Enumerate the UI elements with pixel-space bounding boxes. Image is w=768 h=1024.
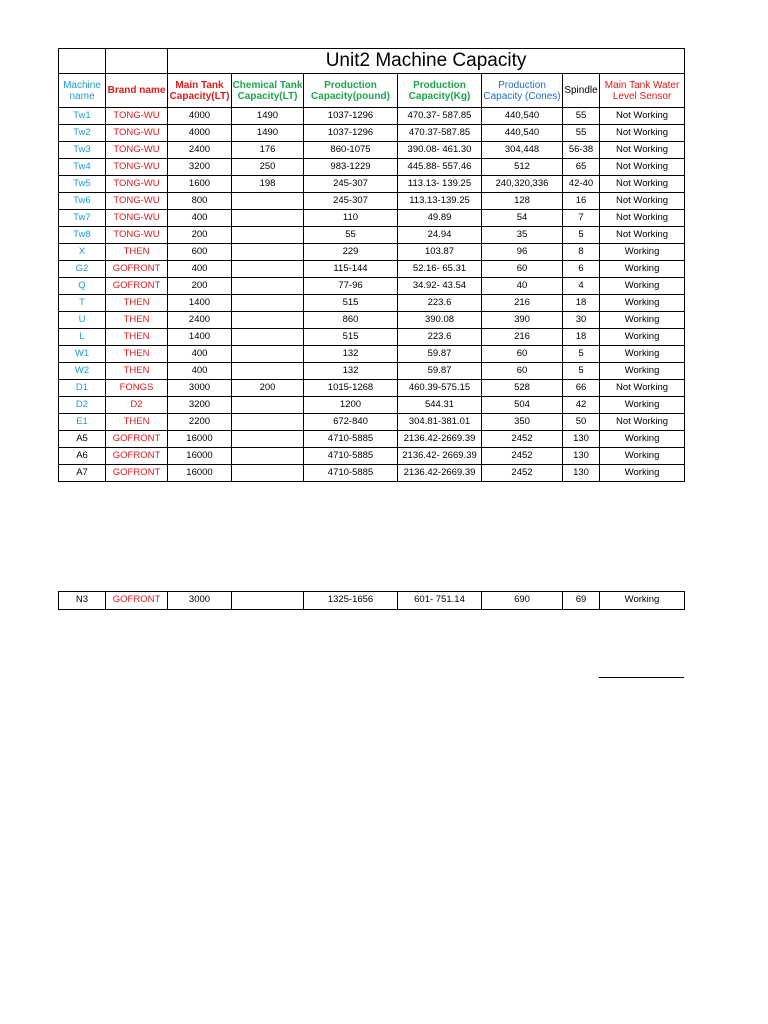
cell-sensor: Working bbox=[600, 363, 685, 380]
cell-production-cones: 60 bbox=[482, 261, 563, 278]
cell-production-kg: 2136.42-2669.39 bbox=[398, 431, 482, 448]
table-row bbox=[59, 329, 685, 346]
cell-machine-name: T bbox=[59, 295, 106, 312]
cell-production-pound: 229 bbox=[304, 244, 398, 261]
cell-spindle: 69 bbox=[563, 592, 600, 610]
cell-production-pound: 860-1075 bbox=[304, 142, 398, 159]
table-row bbox=[59, 210, 685, 227]
cell-brand-name: THEN bbox=[106, 295, 168, 312]
cell-brand-name: TONG-WU bbox=[106, 125, 168, 142]
cell-spindle: 30 bbox=[563, 312, 600, 329]
cell-brand-name: D2 bbox=[106, 397, 168, 414]
cell-spindle: 66 bbox=[563, 380, 600, 397]
cell-main-tank: 1600 bbox=[168, 176, 232, 193]
cell-machine-name: G2 bbox=[59, 261, 106, 278]
cell-production-cones: 440,540 bbox=[482, 108, 563, 125]
table-title: Unit2 Machine Capacity bbox=[168, 49, 685, 74]
cell-production-pound: 55 bbox=[304, 227, 398, 244]
header-production-pound: Production Capacity(pound) bbox=[304, 74, 398, 108]
cell-chemical-tank bbox=[232, 414, 304, 431]
cell-chemical-tank bbox=[232, 312, 304, 329]
cell-sensor: Not Working bbox=[600, 380, 685, 397]
cell-production-pound: 77-96 bbox=[304, 278, 398, 295]
cell-chemical-tank bbox=[232, 278, 304, 295]
cell-production-kg: 52.16- 65.31 bbox=[398, 261, 482, 278]
cell-production-kg: 470.37-587.85 bbox=[398, 125, 482, 142]
cell-brand-name: GOFRONT bbox=[106, 278, 168, 295]
cell-sensor: Working bbox=[600, 592, 685, 610]
cell-machine-name: W2 bbox=[59, 363, 106, 380]
cell-production-pound: 1325-1656 bbox=[304, 592, 398, 610]
cell-spindle: 18 bbox=[563, 295, 600, 312]
cell-brand-name: FONGS bbox=[106, 380, 168, 397]
cell-spindle: 50 bbox=[563, 414, 600, 431]
cell-production-cones: 2452 bbox=[482, 448, 563, 465]
cell-production-pound: 1200 bbox=[304, 397, 398, 414]
cell-main-tank: 3000 bbox=[168, 380, 232, 397]
cell-chemical-tank: 200 bbox=[232, 380, 304, 397]
cell-sensor: Not Working bbox=[600, 176, 685, 193]
cell-sensor: Not Working bbox=[600, 142, 685, 159]
cell-main-tank: 16000 bbox=[168, 465, 232, 482]
cell-production-kg: 59.87 bbox=[398, 346, 482, 363]
cell-brand-name: TONG-WU bbox=[106, 193, 168, 210]
cell-main-tank: 3200 bbox=[168, 397, 232, 414]
cell-spindle: 5 bbox=[563, 227, 600, 244]
header-chemical-tank: Chemical Tank Capacity(LT) bbox=[232, 74, 304, 108]
cell-sensor: Working bbox=[600, 448, 685, 465]
cell-brand-name: TONG-WU bbox=[106, 227, 168, 244]
cell-production-pound: 515 bbox=[304, 329, 398, 346]
table-row bbox=[59, 592, 685, 610]
cell-spindle: 7 bbox=[563, 210, 600, 227]
cell-brand-name: TONG-WU bbox=[106, 159, 168, 176]
cell-spindle: 18 bbox=[563, 329, 600, 346]
cell-main-tank: 400 bbox=[168, 210, 232, 227]
cell-main-tank: 800 bbox=[168, 193, 232, 210]
cell-machine-name: Tw6 bbox=[59, 193, 106, 210]
cell-spindle: 130 bbox=[563, 448, 600, 465]
cell-chemical-tank bbox=[232, 346, 304, 363]
cell-production-cones: 60 bbox=[482, 363, 563, 380]
cell-sensor: Not Working bbox=[600, 125, 685, 142]
cell-production-pound: 132 bbox=[304, 363, 398, 380]
cell-spindle: 42 bbox=[563, 397, 600, 414]
cell-production-kg: 601- 751.14 bbox=[398, 592, 482, 610]
cell-production-kg: 49.89 bbox=[398, 210, 482, 227]
cell-production-cones: 2452 bbox=[482, 431, 563, 448]
cell-production-kg: 113.13-139.25 bbox=[398, 193, 482, 210]
cell-brand-name: GOFRONT bbox=[106, 448, 168, 465]
cell-production-pound: 983-1229 bbox=[304, 159, 398, 176]
table-row bbox=[59, 159, 685, 176]
cell-production-cones: 504 bbox=[482, 397, 563, 414]
cell-brand-name: TONG-WU bbox=[106, 210, 168, 227]
cell-production-cones: 216 bbox=[482, 295, 563, 312]
cell-machine-name: A7 bbox=[59, 465, 106, 482]
cell-brand-name: THEN bbox=[106, 244, 168, 261]
table-row bbox=[59, 278, 685, 295]
cell-machine-name: Tw2 bbox=[59, 125, 106, 142]
cell-brand-name: GOFRONT bbox=[106, 465, 168, 482]
cell-main-tank: 4000 bbox=[168, 108, 232, 125]
cell-sensor: Working bbox=[600, 465, 685, 482]
table-row bbox=[59, 380, 685, 397]
signature-line bbox=[599, 677, 684, 678]
cell-spindle: 55 bbox=[563, 125, 600, 142]
cell-production-cones: 690 bbox=[482, 592, 563, 610]
table-row bbox=[59, 414, 685, 431]
table-row bbox=[59, 125, 685, 142]
cell-production-pound: 245-307 bbox=[304, 176, 398, 193]
cell-production-pound: 115-144 bbox=[304, 261, 398, 278]
cell-brand-name: THEN bbox=[106, 363, 168, 380]
cell-brand-name: THEN bbox=[106, 346, 168, 363]
cell-chemical-tank: 1490 bbox=[232, 125, 304, 142]
cell-production-pound: 1015-1268 bbox=[304, 380, 398, 397]
cell-sensor: Not Working bbox=[600, 227, 685, 244]
cell-production-kg: 223.6 bbox=[398, 329, 482, 346]
cell-chemical-tank: 198 bbox=[232, 176, 304, 193]
cell-chemical-tank bbox=[232, 295, 304, 312]
cell-machine-name: Tw5 bbox=[59, 176, 106, 193]
cell-production-kg: 544.31 bbox=[398, 397, 482, 414]
header-brand-name: Brand name bbox=[106, 74, 168, 108]
extra-machine-table bbox=[58, 591, 685, 610]
cell-chemical-tank bbox=[232, 227, 304, 244]
cell-main-tank: 3000 bbox=[168, 592, 232, 610]
cell-production-cones: 96 bbox=[482, 244, 563, 261]
cell-production-kg: 2136.42- 2669.39 bbox=[398, 448, 482, 465]
title-row bbox=[59, 49, 685, 74]
cell-sensor: Not Working bbox=[600, 193, 685, 210]
cell-machine-name: D1 bbox=[59, 380, 106, 397]
cell-spindle: 56-38 bbox=[563, 142, 600, 159]
cell-sensor: Working bbox=[600, 397, 685, 414]
cell-brand-name: TONG-WU bbox=[106, 176, 168, 193]
cell-spindle: 65 bbox=[563, 159, 600, 176]
cell-production-kg: 460.39-575.15 bbox=[398, 380, 482, 397]
cell-sensor: Not Working bbox=[600, 414, 685, 431]
cell-main-tank: 200 bbox=[168, 278, 232, 295]
cell-production-pound: 4710-5885 bbox=[304, 465, 398, 482]
table-row bbox=[59, 397, 685, 414]
cell-production-kg: 390.08- 461.30 bbox=[398, 142, 482, 159]
cell-production-kg: 2136.42-2669.39 bbox=[398, 465, 482, 482]
cell-production-pound: 1037-1296 bbox=[304, 108, 398, 125]
cell-spindle: 55 bbox=[563, 108, 600, 125]
table-row bbox=[59, 363, 685, 380]
cell-machine-name: U bbox=[59, 312, 106, 329]
cell-production-pound: 672-840 bbox=[304, 414, 398, 431]
cell-production-cones: 60 bbox=[482, 346, 563, 363]
cell-production-kg: 113.13- 139.25 bbox=[398, 176, 482, 193]
cell-spindle: 4 bbox=[563, 278, 600, 295]
machine-capacity-table bbox=[58, 48, 685, 482]
cell-chemical-tank bbox=[232, 448, 304, 465]
title-blank-cell-1 bbox=[59, 49, 106, 74]
cell-production-cones: 440,540 bbox=[482, 125, 563, 142]
cell-main-tank: 4000 bbox=[168, 125, 232, 142]
cell-production-pound: 515 bbox=[304, 295, 398, 312]
cell-sensor: Working bbox=[600, 295, 685, 312]
cell-chemical-tank: 250 bbox=[232, 159, 304, 176]
table-row bbox=[59, 431, 685, 448]
header-sensor: Main Tank Water Level Sensor bbox=[600, 74, 685, 108]
cell-production-cones: 304,448 bbox=[482, 142, 563, 159]
cell-main-tank: 400 bbox=[168, 363, 232, 380]
table-row bbox=[59, 193, 685, 210]
cell-main-tank: 2400 bbox=[168, 312, 232, 329]
cell-spindle: 5 bbox=[563, 346, 600, 363]
title-blank-cell-2 bbox=[106, 49, 168, 74]
cell-main-tank: 400 bbox=[168, 346, 232, 363]
cell-production-pound: 110 bbox=[304, 210, 398, 227]
cell-production-kg: 59.87 bbox=[398, 363, 482, 380]
cell-chemical-tank: 176 bbox=[232, 142, 304, 159]
table-row bbox=[59, 465, 685, 482]
cell-spindle: 8 bbox=[563, 244, 600, 261]
cell-main-tank: 1400 bbox=[168, 329, 232, 346]
cell-production-cones: 240,320,336 bbox=[482, 176, 563, 193]
cell-chemical-tank bbox=[232, 397, 304, 414]
cell-production-cones: 40 bbox=[482, 278, 563, 295]
cell-production-kg: 103.87 bbox=[398, 244, 482, 261]
cell-main-tank: 16000 bbox=[168, 448, 232, 465]
cell-machine-name: Tw7 bbox=[59, 210, 106, 227]
cell-main-tank: 1400 bbox=[168, 295, 232, 312]
cell-machine-name: N3 bbox=[59, 592, 106, 610]
cell-main-tank: 16000 bbox=[168, 431, 232, 448]
cell-chemical-tank bbox=[232, 431, 304, 448]
table-row bbox=[59, 295, 685, 312]
cell-production-kg: 445.88- 557.46 bbox=[398, 159, 482, 176]
cell-chemical-tank: 1490 bbox=[232, 108, 304, 125]
cell-production-cones: 512 bbox=[482, 159, 563, 176]
cell-production-cones: 2452 bbox=[482, 465, 563, 482]
cell-production-kg: 470.37- 587.85 bbox=[398, 108, 482, 125]
cell-main-tank: 600 bbox=[168, 244, 232, 261]
cell-main-tank: 200 bbox=[168, 227, 232, 244]
cell-brand-name: THEN bbox=[106, 329, 168, 346]
cell-main-tank: 2400 bbox=[168, 142, 232, 159]
cell-production-kg: 304.81-381.01 bbox=[398, 414, 482, 431]
cell-production-pound: 245-307 bbox=[304, 193, 398, 210]
cell-spindle: 130 bbox=[563, 465, 600, 482]
cell-brand-name: GOFRONT bbox=[106, 592, 168, 610]
cell-chemical-tank bbox=[232, 465, 304, 482]
cell-chemical-tank bbox=[232, 329, 304, 346]
header-main-tank: Main Tank Capacity(LT) bbox=[168, 74, 232, 108]
cell-production-kg: 223.6 bbox=[398, 295, 482, 312]
cell-sensor: Working bbox=[600, 261, 685, 278]
table-row bbox=[59, 227, 685, 244]
cell-machine-name: Tw8 bbox=[59, 227, 106, 244]
cell-production-pound: 4710-5885 bbox=[304, 448, 398, 465]
cell-production-cones: 54 bbox=[482, 210, 563, 227]
header-production-kg: Production Capacity(Kg) bbox=[398, 74, 482, 108]
cell-machine-name: Tw4 bbox=[59, 159, 106, 176]
cell-spindle: 42-40 bbox=[563, 176, 600, 193]
cell-spindle: 16 bbox=[563, 193, 600, 210]
cell-machine-name: Tw3 bbox=[59, 142, 106, 159]
cell-production-cones: 350 bbox=[482, 414, 563, 431]
cell-production-pound: 132 bbox=[304, 346, 398, 363]
cell-production-cones: 390 bbox=[482, 312, 563, 329]
cell-production-cones: 128 bbox=[482, 193, 563, 210]
cell-spindle: 130 bbox=[563, 431, 600, 448]
cell-sensor: Not Working bbox=[600, 159, 685, 176]
cell-machine-name: E1 bbox=[59, 414, 106, 431]
cell-machine-name: A5 bbox=[59, 431, 106, 448]
cell-chemical-tank bbox=[232, 261, 304, 278]
cell-production-cones: 35 bbox=[482, 227, 563, 244]
cell-brand-name: TONG-WU bbox=[106, 108, 168, 125]
header-spindle: Spindle bbox=[563, 74, 600, 108]
cell-main-tank: 3200 bbox=[168, 159, 232, 176]
cell-main-tank: 2200 bbox=[168, 414, 232, 431]
table-row bbox=[59, 108, 685, 125]
cell-spindle: 5 bbox=[563, 363, 600, 380]
table-row bbox=[59, 312, 685, 329]
cell-sensor: Working bbox=[600, 431, 685, 448]
cell-chemical-tank bbox=[232, 193, 304, 210]
cell-production-pound: 4710-5885 bbox=[304, 431, 398, 448]
table-row bbox=[59, 261, 685, 278]
cell-main-tank: 400 bbox=[168, 261, 232, 278]
cell-brand-name: THEN bbox=[106, 312, 168, 329]
cell-sensor: Working bbox=[600, 278, 685, 295]
cell-brand-name: GOFRONT bbox=[106, 431, 168, 448]
cell-spindle: 6 bbox=[563, 261, 600, 278]
cell-sensor: Working bbox=[600, 346, 685, 363]
cell-production-cones: 216 bbox=[482, 329, 563, 346]
header-production-cones: Production Capacity (Cones) bbox=[482, 74, 563, 108]
cell-machine-name: D2 bbox=[59, 397, 106, 414]
cell-machine-name: A6 bbox=[59, 448, 106, 465]
cell-production-kg: 390.08 bbox=[398, 312, 482, 329]
table-row bbox=[59, 346, 685, 363]
cell-sensor: Working bbox=[600, 312, 685, 329]
cell-brand-name: TONG-WU bbox=[106, 142, 168, 159]
table-row bbox=[59, 244, 685, 261]
cell-brand-name: THEN bbox=[106, 414, 168, 431]
cell-production-kg: 24.94 bbox=[398, 227, 482, 244]
cell-chemical-tank bbox=[232, 363, 304, 380]
cell-production-pound: 860 bbox=[304, 312, 398, 329]
header-row bbox=[59, 74, 685, 108]
cell-chemical-tank bbox=[232, 210, 304, 227]
table-row bbox=[59, 176, 685, 193]
cell-sensor: Working bbox=[600, 329, 685, 346]
cell-sensor: Working bbox=[600, 244, 685, 261]
cell-sensor: Not Working bbox=[600, 210, 685, 227]
cell-machine-name: X bbox=[59, 244, 106, 261]
cell-machine-name: L bbox=[59, 329, 106, 346]
cell-machine-name: W1 bbox=[59, 346, 106, 363]
cell-chemical-tank bbox=[232, 592, 304, 610]
cell-production-cones: 528 bbox=[482, 380, 563, 397]
cell-production-pound: 1037-1296 bbox=[304, 125, 398, 142]
cell-machine-name: Tw1 bbox=[59, 108, 106, 125]
cell-production-kg: 34.92- 43.54 bbox=[398, 278, 482, 295]
cell-brand-name: GOFRONT bbox=[106, 261, 168, 278]
table-row bbox=[59, 142, 685, 159]
cell-machine-name: Q bbox=[59, 278, 106, 295]
cell-sensor: Not Working bbox=[600, 108, 685, 125]
table-row bbox=[59, 448, 685, 465]
header-machine-name: Machine name bbox=[59, 74, 106, 108]
cell-chemical-tank bbox=[232, 244, 304, 261]
